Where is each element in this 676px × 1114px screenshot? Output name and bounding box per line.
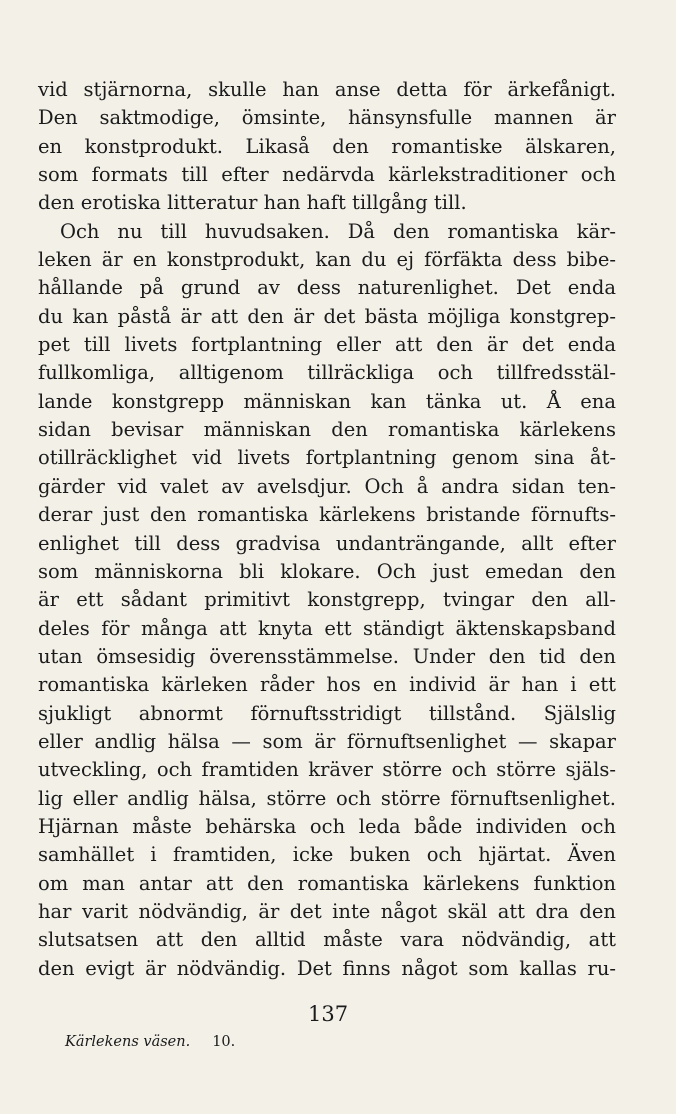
text-line: pet till livets fortplantning eller att den är det enda	[38, 333, 616, 357]
text-line: hållande på grund av dess naturenlighet. Det enda	[38, 276, 616, 300]
text-line: sidan bevisar människan den romantiska kärlekens	[38, 418, 616, 442]
text-line: har varit nödvändig, är det inte något skäl att dra den	[38, 899, 616, 923]
text-line: utan ömsesidig överensstämmelse. Under den tid den	[38, 644, 616, 668]
text-line: leken är en konstprodukt, kan du ej förfäkta dess bibe-	[38, 248, 616, 272]
text-line: är ett sådant primitivt konstgrepp, tvingar den all-	[38, 588, 616, 612]
text-line: lande konstgrepp människan kan tänka ut. Å ena	[38, 389, 616, 413]
text-line: romantiska kärleken råder hos en individ är han i ett	[38, 673, 616, 697]
text-line: lig eller andlig hälsa, större och större förnuftsenlighet.	[38, 786, 616, 810]
body-text	[38, 76, 616, 983]
text-line: vid stjärnorna, skulle han anse detta för ärkefånigt.	[38, 78, 616, 101]
text-line: enlighet till dess gradvisa undanträngande, allt efter	[38, 531, 616, 555]
text-line: Den saktmodige, ömsinte, hänsynsfulle mannen är	[38, 106, 616, 130]
text-line: Och nu till huvudsaken. Då den romantiska kär-	[60, 219, 616, 243]
text-line: otillräcklighet vid livets fortplantning genom sina åt-	[38, 446, 616, 470]
text-line: deles för många att knyta ett ständigt äktenskapsband	[38, 616, 616, 640]
text-line: som människorna bli klokare. Och just emedan den	[38, 559, 616, 583]
text-line: som formats till efter nedärvda kärlekstraditioner och	[38, 163, 616, 187]
signature-number: 10.	[212, 1034, 236, 1050]
page-number: 137	[308, 1002, 349, 1026]
text-line: gärder vid valet av avelsdjur. Och å andra sidan ten-	[38, 474, 616, 498]
text-line: en konstprodukt. Likaså den romantiske älskaren,	[38, 134, 616, 158]
printer-signature	[65, 1034, 235, 1050]
text-line: du kan påstå är att den är det bästa möjliga konstgrep-	[38, 304, 616, 328]
text-line: fullkomliga, alltigenom tillräckliga och tillfredsstäl-	[38, 361, 616, 385]
text-line: den erotiska litteratur han haft tillgång till.	[38, 191, 467, 215]
signature-title: Kärlekens väsen.	[65, 1034, 191, 1050]
text-line: eller andlig hälsa — som är förnuftsenlighet — skapar	[38, 729, 616, 753]
text-line: om man antar att den romantiska kärlekens funktion	[38, 871, 616, 895]
text-line: Hjärnan måste behärska och leda både individen och	[38, 814, 616, 838]
text-line: den evigt är nödvändig. Det finns något som kallas ru-	[38, 956, 616, 980]
text-line: samhället i framtiden, icke buken och hjärtat. Även	[38, 843, 616, 867]
text-line: utveckling, och framtiden kräver större och större själs-	[38, 758, 616, 782]
text-line: derar just den romantiska kärlekens bristande förnufts-	[38, 503, 616, 527]
text-line: slutsatsen att den alltid måste vara nödvändig, att	[38, 928, 616, 952]
text-line: sjukligt abnormt förnuftsstridigt tillstånd. Själslig	[38, 701, 616, 725]
